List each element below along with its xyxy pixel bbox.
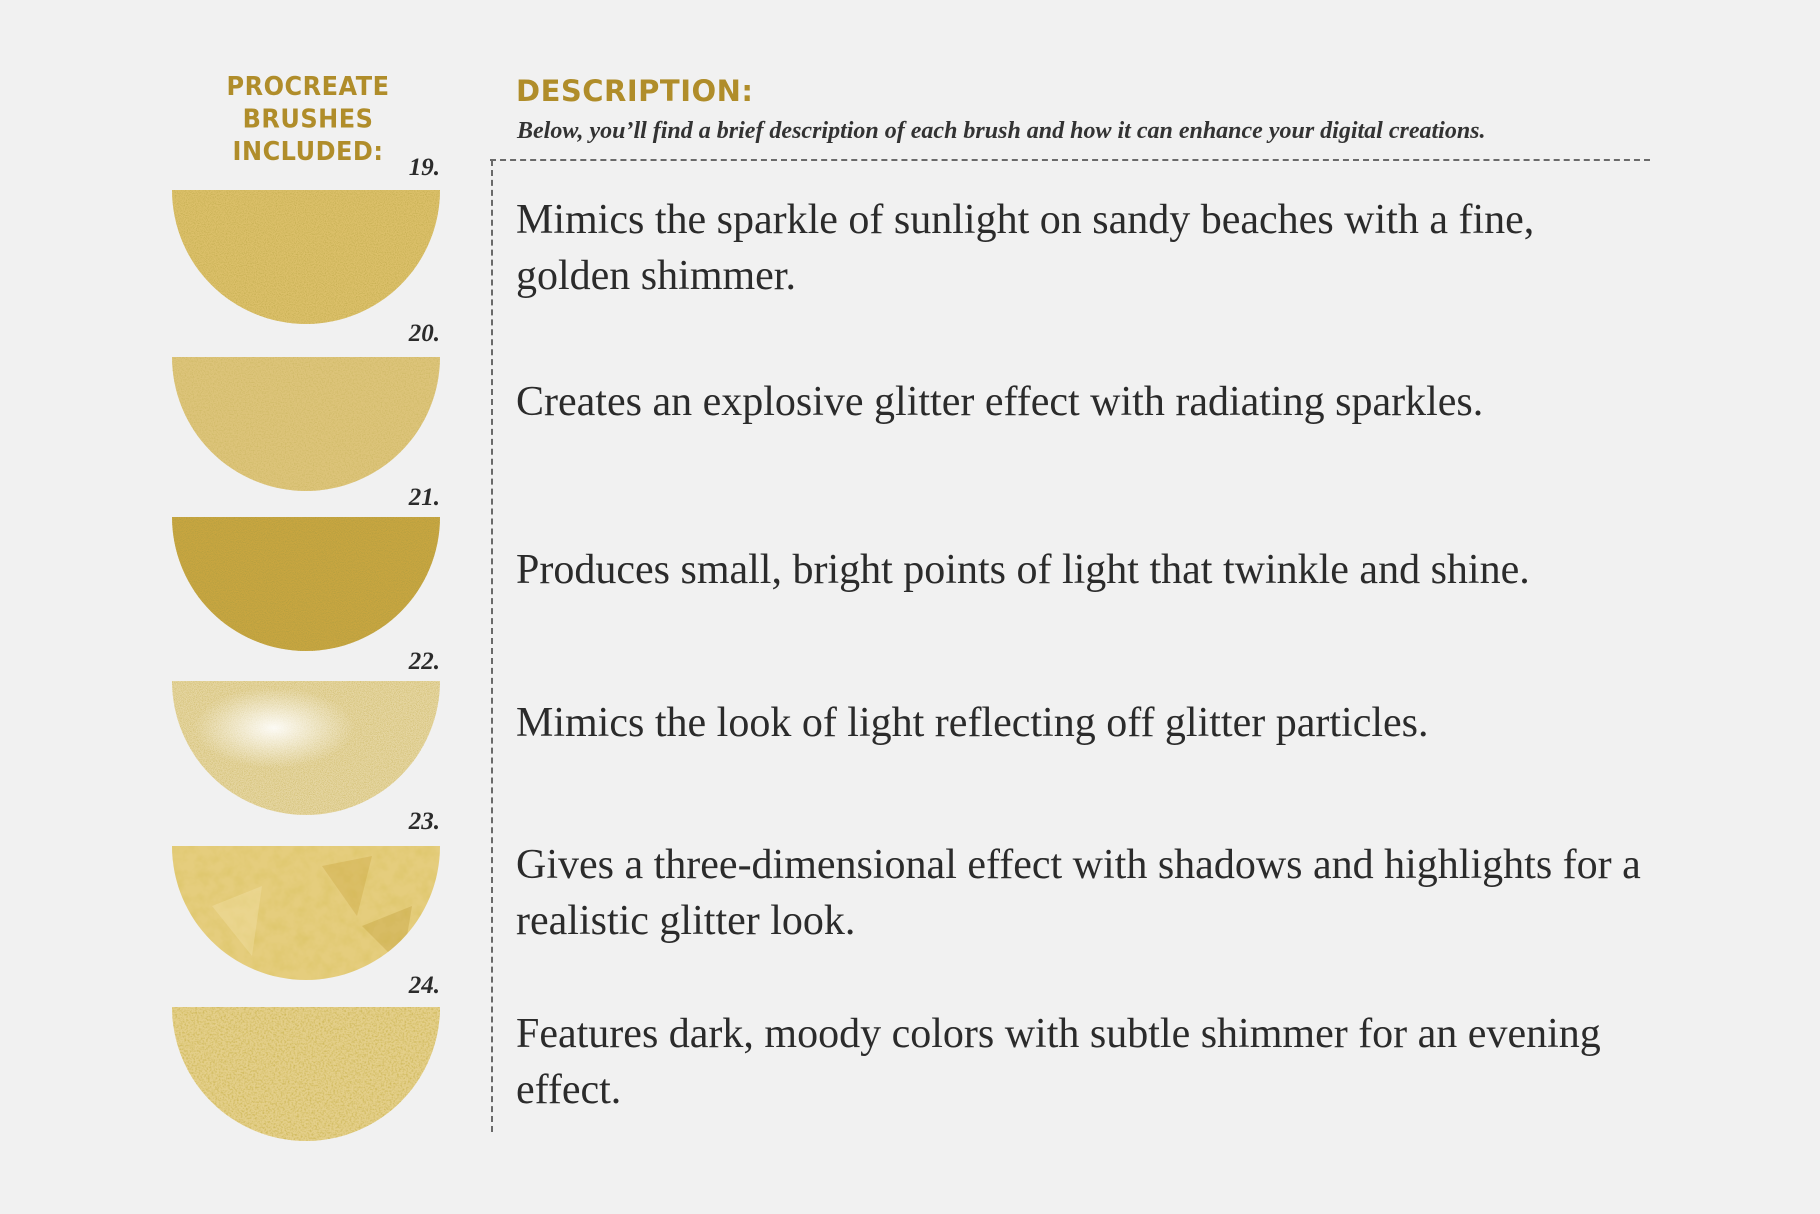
brush-number-24: 24.	[408, 972, 440, 999]
brush-swatch-19	[172, 190, 440, 324]
brush-description-19: Mimics the sparkle of sunlight on sandy beaches with a fine, golden shimmer.	[516, 197, 1535, 299]
description-heading: DESCRIPTION:	[516, 74, 754, 108]
horizontal-dashed-divider	[490, 159, 1650, 161]
vertical-dashed-divider	[491, 160, 493, 1132]
heading-line-1: PROCREATE	[226, 71, 390, 102]
brush-number-20: 20.	[408, 320, 440, 347]
brush-swatch-21	[172, 517, 440, 651]
brush-swatch-23	[172, 846, 440, 980]
brush-number-19: 19.	[408, 154, 440, 181]
brush-description-21: Produces small, bright points of light that twinkle and shine.	[516, 547, 1530, 593]
brush-description-20: Creates an explosive glitter effect with radiating sparkles.	[516, 379, 1484, 425]
heading-line-2: BRUSHES INCLUDED:	[232, 103, 384, 167]
brush-swatch-22	[172, 681, 440, 815]
brush-description-22: Mimics the look of light reflecting off glitter particles.	[516, 700, 1429, 746]
brush-description-24: Features dark, moody colors with subtle shimmer for an evening effect.	[516, 1011, 1601, 1113]
brush-swatch-24	[172, 1007, 440, 1141]
brush-number-21: 21.	[408, 484, 440, 511]
brush-number-23: 23.	[408, 808, 440, 835]
description-subtitle: Below, you’ll find a brief description of each brush and how it can enhance your digital creations.	[517, 118, 1486, 144]
brush-number-22: 22.	[408, 648, 440, 675]
brush-swatch-20	[172, 357, 440, 491]
brush-description-23: Gives a three-dimensional effect with shadows and highlights for a realistic glitter look.	[516, 842, 1641, 944]
